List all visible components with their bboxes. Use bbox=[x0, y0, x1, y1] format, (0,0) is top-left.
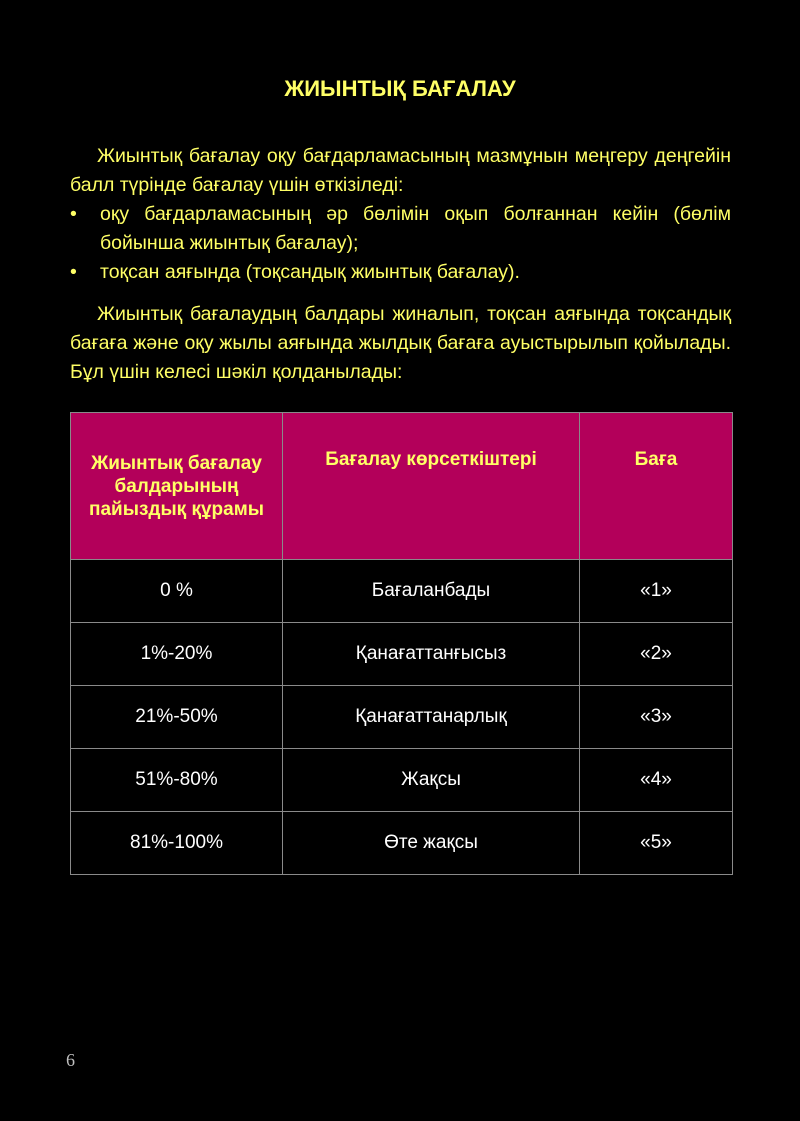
cell-indicator: Жақсы bbox=[283, 749, 580, 812]
cell-indicator: Өте жақсы bbox=[283, 812, 580, 875]
header-indicators bbox=[283, 413, 580, 560]
bullet-list bbox=[70, 200, 731, 287]
grading-scale-table bbox=[70, 412, 733, 875]
list-item bbox=[70, 258, 731, 287]
table-row bbox=[71, 560, 733, 623]
header-indicators-label: Бағалау көрсеткіштері bbox=[325, 448, 537, 470]
page-title: ЖИЫНТЫҚ БАҒАЛАУ bbox=[284, 76, 516, 101]
cell-percent: 51%-80% bbox=[71, 749, 283, 812]
bullet-icon: • bbox=[70, 261, 77, 283]
cell-grade: «3» bbox=[580, 686, 733, 749]
cell-indicator: Қанағаттанғысыз bbox=[283, 623, 580, 686]
cell-percent: 81%-100% bbox=[71, 812, 283, 875]
cell-grade: «1» bbox=[580, 560, 733, 623]
page-number: 6 bbox=[66, 1050, 75, 1070]
list-item bbox=[70, 200, 731, 258]
list-item-text: оқу бағдарламасының әр бөлімін оқып болғаннан кейін (бөлім бойынша жиынтық бағалау); bbox=[100, 203, 731, 254]
header-grade-label: Баға bbox=[634, 448, 678, 470]
cell-grade: «5» bbox=[580, 812, 733, 875]
scale-paragraph: Жиынтық бағалаудың балдары жиналып, тоқсан аяғында тоқсандық бағаға және оқу жылы аяғында жылдық бағаға ауыстырылып қойылады. Бұл үшін келесі шәкіл қолданылады: bbox=[70, 303, 731, 383]
cell-percent: 1%-20% bbox=[71, 623, 283, 686]
cell-percent: 21%-50% bbox=[71, 686, 283, 749]
header-grade bbox=[580, 413, 733, 560]
intro-text: Жиынтық бағалау оқу бағдарламасының мазмұнын меңгеру деңгейін балл түрінде бағалау үшін өткізіледі: bbox=[70, 145, 731, 196]
table-row bbox=[71, 749, 733, 812]
cell-percent: 0 % bbox=[71, 560, 283, 623]
table-header-row bbox=[71, 413, 733, 560]
cell-grade: «4» bbox=[580, 749, 733, 812]
table-row bbox=[71, 623, 733, 686]
intro-paragraph bbox=[70, 142, 731, 287]
table-row bbox=[71, 686, 733, 749]
bullet-icon: • bbox=[70, 203, 77, 225]
cell-indicator: Бағаланбады bbox=[283, 560, 580, 623]
list-item-text: тоқсан аяғында (тоқсандық жиынтық бағалау). bbox=[100, 261, 520, 283]
header-percent: Жиынтық бағалау балдарының пайыздық құрамы bbox=[71, 413, 283, 560]
cell-indicator: Қанағаттанарлық bbox=[283, 686, 580, 749]
table-row bbox=[71, 812, 733, 875]
cell-grade: «2» bbox=[580, 623, 733, 686]
